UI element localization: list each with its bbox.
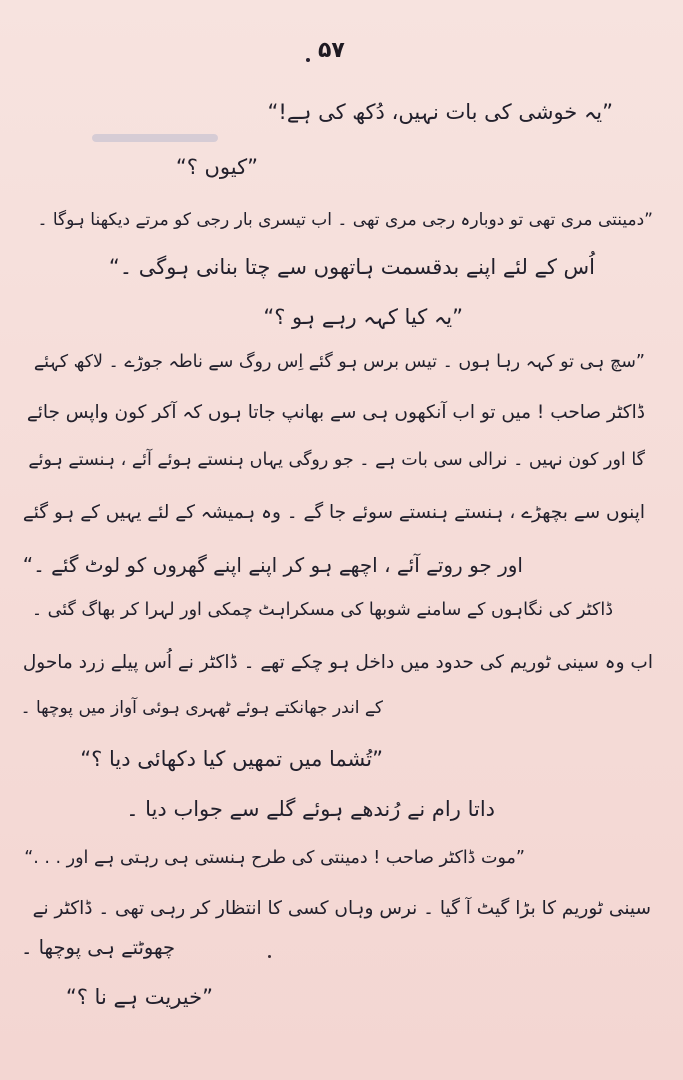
page-number: ۵۷ [318, 38, 345, 63]
text-line: ڈاکٹر کی نگاہوں کے سامنے شوبھا کی مسکراہٹ چمکی اور لہرا کر بھاگ گئی ۔ [31, 600, 613, 620]
text-line: سینی ٹوریم کا بڑا گیٹ آ گیا ۔ نرس وہاں کسی کا انتظار کر رہی تھی ۔ ڈاکٹر نے [32, 898, 651, 919]
text-line: ”خیریت ہے نا ؟“ [65, 985, 213, 1009]
text-line: ڈاکٹر صاحب ! میں تو اب آنکھوں ہی سے بھانپ جاتا ہوں کہ آکر کون واپس جائے [26, 402, 645, 423]
text-line: اپنوں سے بچھڑے ، ہنستے ہنستے سوئے جا گے ۔ وہ ہمیشہ کے لئے یہیں کے ہو گئے [22, 502, 645, 523]
text-line: ”دمینتی مری تھی تو دوبارہ رجی مری تھی ۔ اب تیسری بار رجی کو مرتے دیکھنا ہوگا ۔ [37, 210, 653, 230]
text-line: ”کیوں ؟“ [175, 155, 258, 179]
text-line: ”موت ڈاکٹر صاحب ! دمینتی کی طرح ہنستی ہی رہتی ہے اور . . .“ [24, 848, 525, 868]
text-line: داتا رام نے رُندھے ہوئے گلے سے جواب دیا ۔ [126, 797, 495, 821]
text-line: اب وہ سینی ٹوریم کی حدود میں داخل ہو چکے تھے ۔ ڈاکٹر نے اُس پیلے زرد ماحول [22, 652, 653, 673]
text-line: کے اندر جھانکتے ہوئے ٹھہری ہوئی آواز میں پوچھا ۔ [20, 698, 383, 718]
text-line: ”یہ کیا کہہ رہے ہو ؟“ [263, 305, 463, 329]
text-line: اُس کے لئے اپنے بدقسمت ہاتھوں سے چتا بنانی ہوگی ۔“ [108, 255, 595, 279]
text-line: ”سچ ہی تو کہہ رہا ہوں ۔ تیس برس ہو گئے اِس روگ سے ناطہ جوڑے ۔ لاکھ کہئے [33, 352, 645, 372]
text-line: ”یہ خوشی کی بات نہیں، دُکھ کی ہے!“ [267, 100, 613, 124]
text-line: گا اور کون نہیں ۔ نرالی سی بات ہے ۔ جو روگی یہاں ہنستے ہوئے آئے ، ہنستے ہوئے [28, 450, 645, 470]
text-line: ”تُشما میں تمھیں کیا دکھائی دیا ؟“ [80, 747, 383, 771]
text-line: اور جو روتے آئے ، اچھے ہو کر اپنے اپنے گھروں کو لوٹ گئے ۔“ [22, 553, 523, 577]
text-line: چھوٹتے ہی پوچھا ۔ [20, 936, 175, 959]
